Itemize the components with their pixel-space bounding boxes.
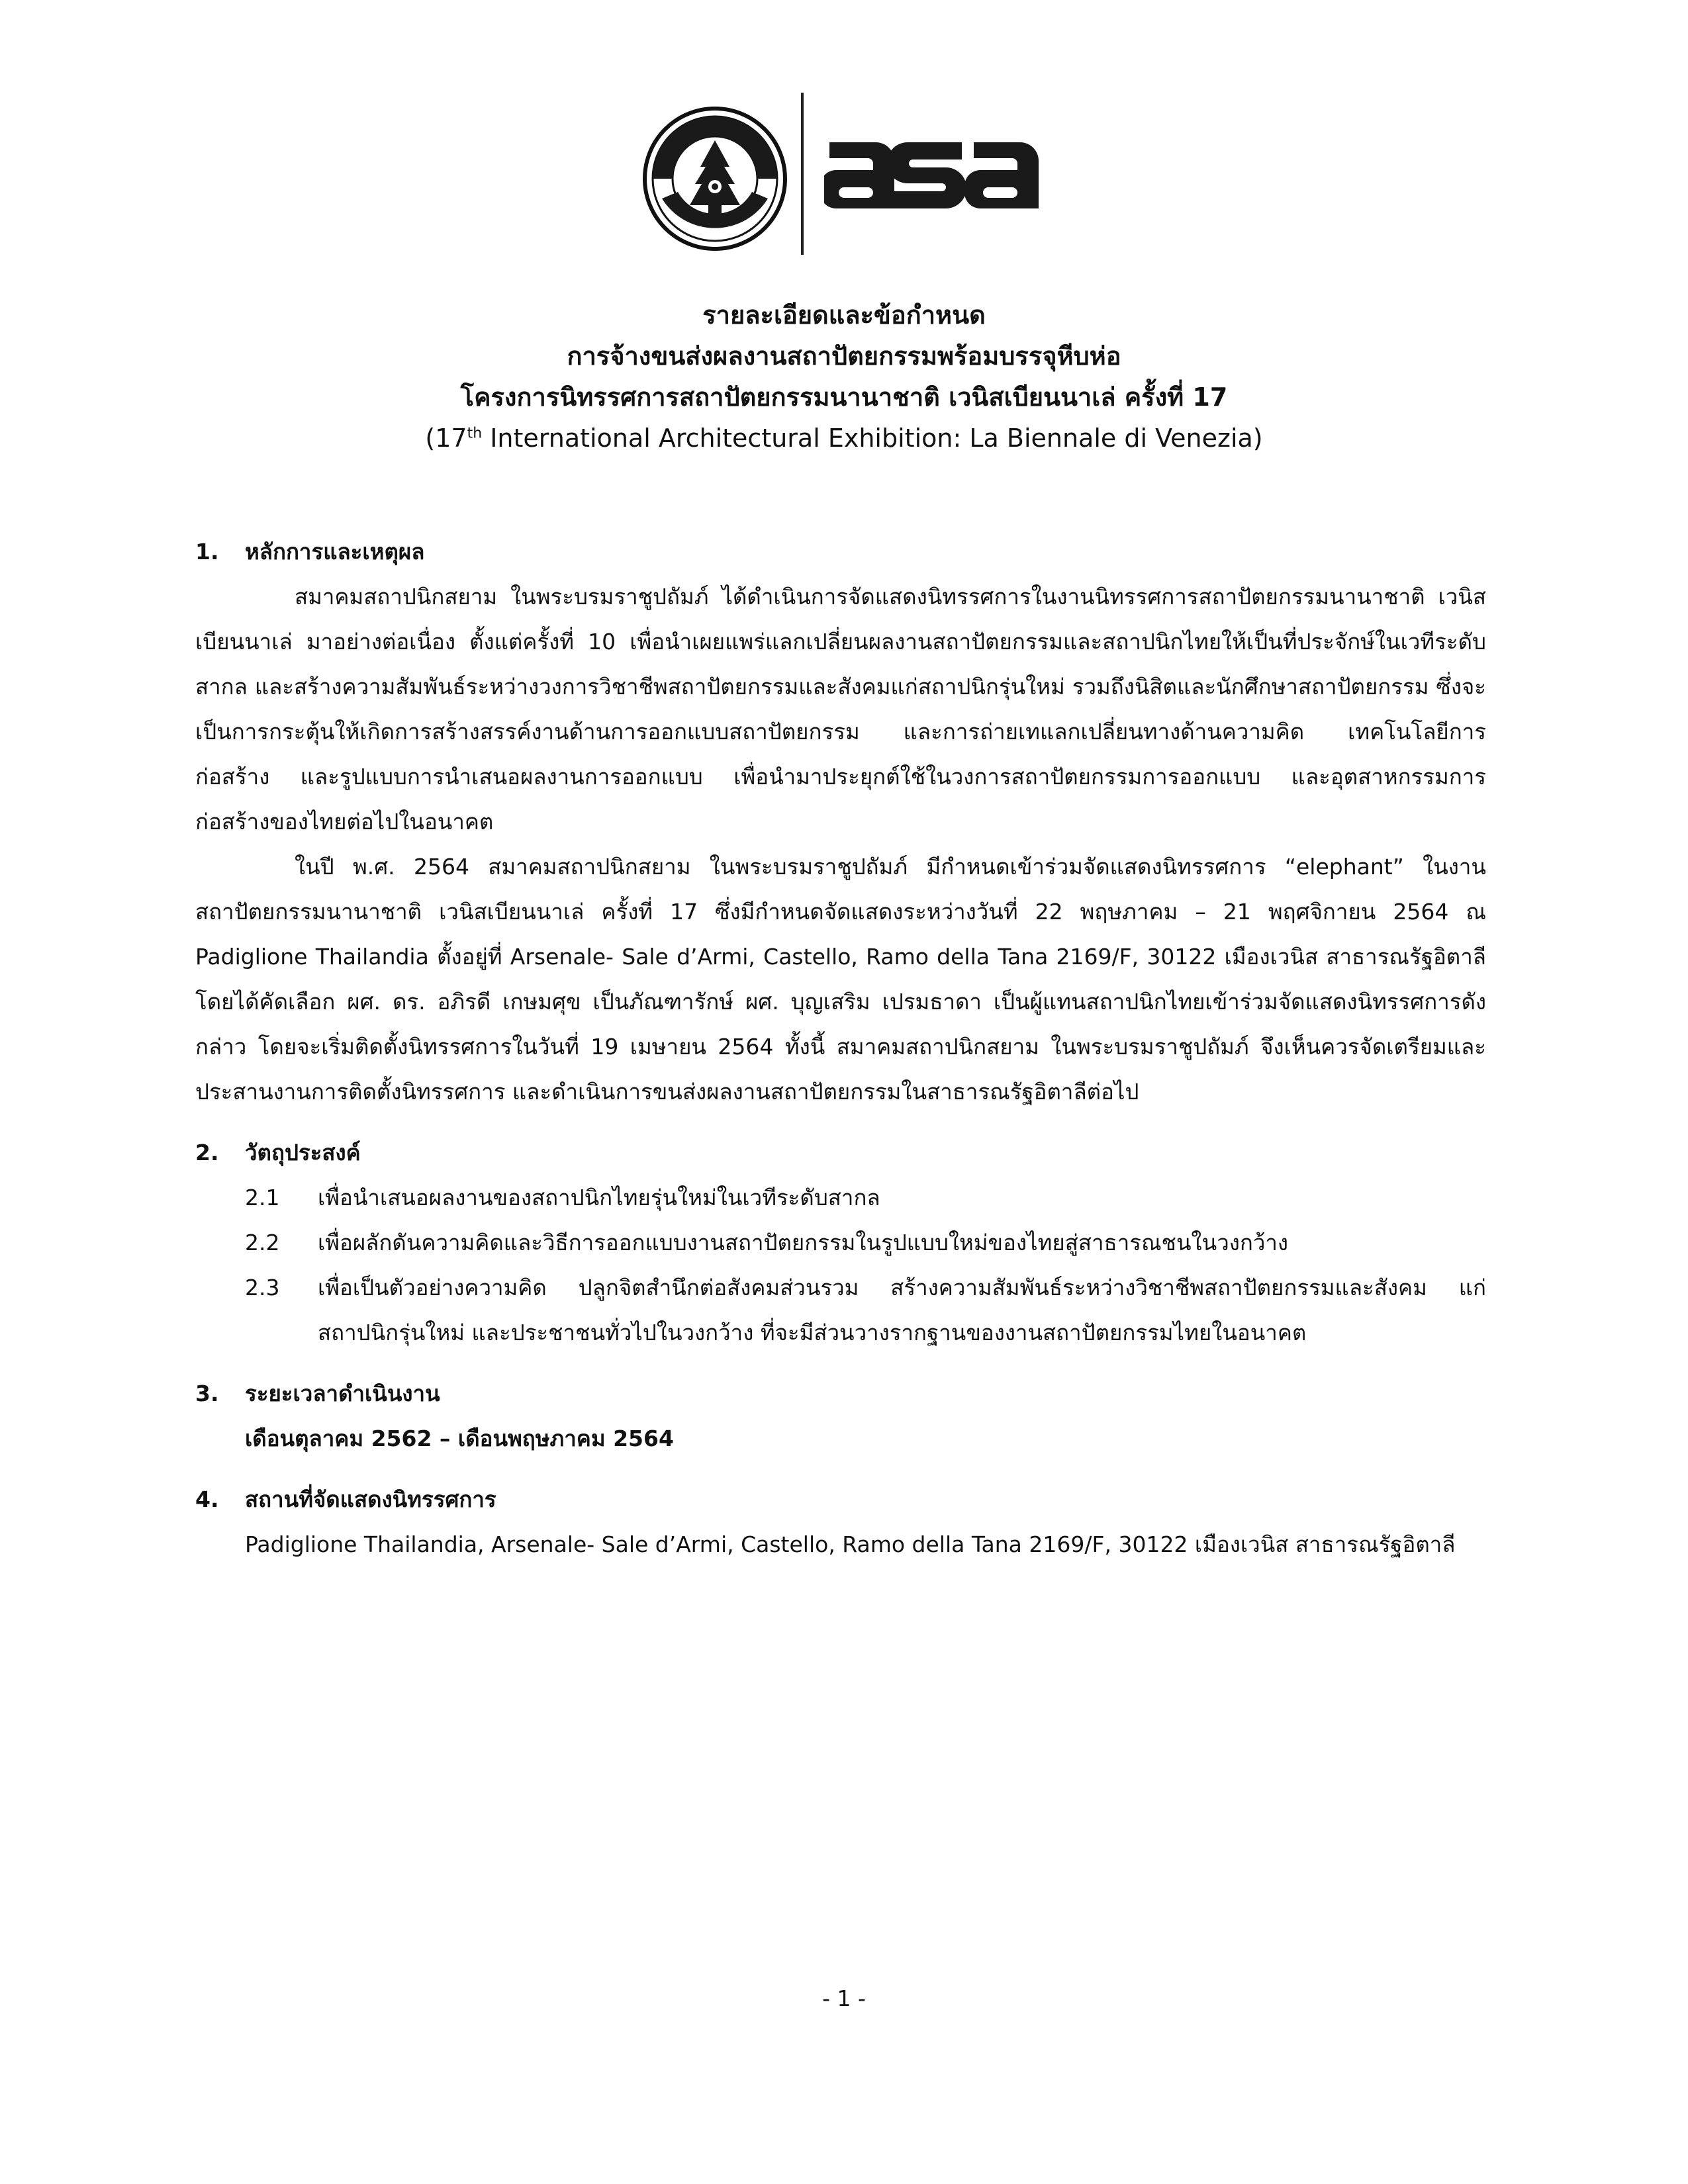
section-duration	[195, 1371, 1486, 1461]
title-line-4-sup: th	[467, 425, 483, 442]
venue-detail: Padiglione Thailandia, Arsenale- Sale d’Armi, Castello, Ramo della Tana 2169/F, 30122 เมืองเวนิส สาธารณรัฐอิตาลี	[245, 1531, 1456, 1557]
title-line-3: โครงการนิทรรศการสถาปัตยกรรมนานาชาติ เวนิสเบียนนาเล่ ครั้งที่ 17	[460, 383, 1228, 412]
objective-number: 2.3	[245, 1275, 280, 1300]
section-title: สถานที่จัดแสดงนิทรรศการ	[245, 1486, 496, 1512]
document-body	[195, 529, 1486, 1583]
section-heading	[195, 529, 1486, 574]
objective-item	[195, 1265, 1486, 1355]
title-line-1: รายละเอียดและข้อกำหนด	[702, 300, 986, 330]
section-number: 2.	[195, 1140, 219, 1165]
section-number: 4.	[195, 1486, 219, 1512]
objective-item	[195, 1175, 1486, 1220]
title-line-2: การจ้างขนส่งผลงานสถาปัตยกรรมพร้อมบรรจุหีบห่อ	[567, 341, 1121, 371]
section-heading	[195, 1371, 1486, 1416]
section-title: หลักการและเหตุผล	[245, 539, 425, 565]
title-line-4-rest: International Architectural Exhibition: La Biennale di Venezia)	[482, 424, 1263, 453]
section-title: ระยะเวลาดำเนินงาน	[245, 1381, 440, 1406]
duration-detail: เดือนตุลาคม 2562 – เดือนพฤษภาคม 2564	[245, 1426, 674, 1451]
title-line-4	[165, 418, 1523, 459]
section-heading	[195, 1477, 1486, 1522]
section-number: 1.	[195, 539, 219, 565]
logo-divider	[801, 93, 804, 255]
section-venue	[195, 1477, 1486, 1567]
objective-item	[195, 1220, 1486, 1265]
section-title: วัตถุประสงค์	[245, 1140, 361, 1165]
asa-wordmark-logo	[824, 122, 1043, 228]
section-rationale	[195, 529, 1486, 1115]
rationale-paragraph-1: สมาคมสถาปนิกสยาม ในพระบรมราชูปถัมภ์ ได้ดำเนินการจัดแสดงนิทรรศการในงานนิทรรศการสถาปัตยกรรมนานาชาติ เวนิสเบียนนาเล่ มาอย่างต่อเนื่อง ตั้งแต่ครั้งที่ 10 เพื่อนำเผยแพร่แลกเปลี่ยนผลงานสถาปัตยกรรมและสถาปนิกไทยให้เป็นที่ประจักษ์ในเวทีระดับสากล และสร้างความสัมพันธ์ระหว่างวงการวิชาชีพสถาปัตยกรรมและสังคมแก่สถาปนิกรุ่นใหม่ รวมถึงนิสิตและนักศึกษาสถาปัตยกรรม ซึ่งจะเป็นการกระตุ้นให้เกิดการสร้างสรรค์งานด้านการออกแบบสถาปัตยกรรม และการถ่ายเทแลกเปลี่ยนทางด้านความคิด เทคโนโลยีการก่อสร้าง และรูปแบบการนำเสนอผลงานการออกแบบ เพื่อนำมาประยุกต์ใช้ในวงการสถาปัตยกรรมการออกแบบ และอุตสาหกรรมการก่อสร้างของไทยต่อไปในอนาคต	[195, 584, 1486, 835]
section-objectives	[195, 1130, 1486, 1355]
objective-text: เพื่อเป็นตัวอย่างความคิด ปลูกจิตสำนึกต่อสังคมส่วนรวม สร้างความสัมพันธ์ระหว่างวิชาชีพสถาปัตยกรรมและสังคม แก่สถาปนิกรุ่นใหม่ และประชาชนทั่วไปในวงกว้าง ที่จะมีส่วนวางรากฐานของงานสถาปัตยกรรมไทยในอนาคต	[318, 1275, 1486, 1345]
asa-seal-icon	[642, 106, 788, 251]
section-heading	[195, 1130, 1486, 1175]
objective-number: 2.1	[245, 1185, 280, 1210]
objective-text: เพื่อนำเสนอผลงานของสถาปนิกไทยรุ่นใหม่ในเวทีระดับสากล	[318, 1185, 880, 1210]
logo-header	[642, 93, 1053, 251]
page-number: - 1 -	[822, 1985, 866, 2011]
title-line-4-prefix: (17	[425, 424, 467, 453]
section-number: 3.	[195, 1381, 219, 1406]
objective-number: 2.2	[245, 1230, 280, 1255]
document-title	[165, 295, 1523, 459]
objective-text: เพื่อผลักดันความคิดและวิธีการออกแบบงานสถาปัตยกรรมในรูปแบบใหม่ของไทยสู่สาธารณชนในวงกว้าง	[318, 1230, 1288, 1255]
rationale-paragraph-2: ในปี พ.ศ. 2564 สมาคมสถาปนิกสยาม ในพระบรมราชูปถัมภ์ มีกำหนดเข้าร่วมจัดแสดงนิทรรศการ “elephant” ในงานสถาปัตยกรรมนานาชาติ เวนิสเบียนนาเล่ ครั้งที่ 17 ซึ่งมีกำหนดจัดแสดงระหว่างวันที่ 22 พฤษภาคม – 21 พฤศจิกายน 2564 ณ Padiglione Thailandia ตั้งอยู่ที่ Arsenale- Sale d’Armi, Castello, Ramo della Tana 2169/F, 30122 เมืองเวนิส สาธารณรัฐอิตาลี โดยได้คัดเลือก ผศ. ดร. อภิรดี เกษมศุข เป็นภัณฑารักษ์ ผศ. บุญเสริม เปรมธาดา เป็นผู้แทนสถาปนิกไทยเข้าร่วมจัดแสดงนิทรรศการดังกล่าว โดยจะเริ่มติดตั้งนิทรรศการในวันที่ 19 เมษายน 2564 ทั้งนี้ สมาคมสถาปนิกสยาม ในพระบรมราชูปถัมภ์ จึงเห็นควรจัดเตรียมและประสานงานการติดตั้งนิทรรศการ และดำเนินการขนส่งผลงานสถาปัตยกรรมในสาธารณรัฐอิตาลีต่อไป	[195, 854, 1486, 1105]
